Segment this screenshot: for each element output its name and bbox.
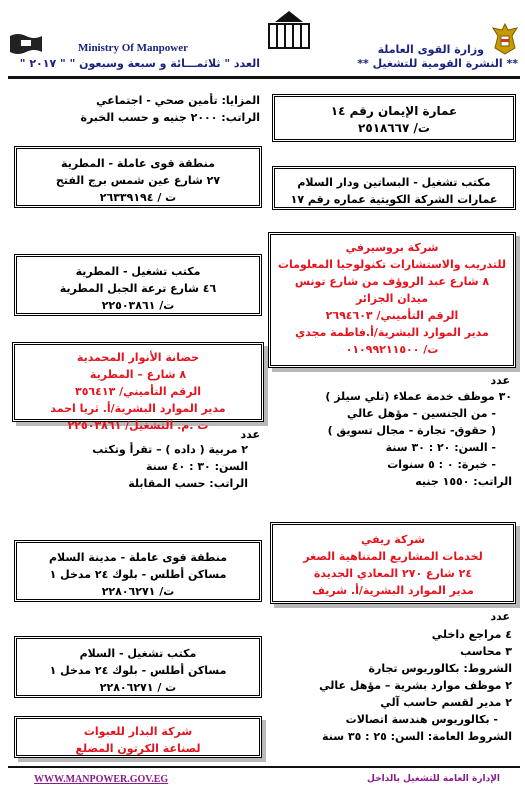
phone-line: ت .م. التشغيل/ ٢٢٥٠٣٨٦١ <box>67 419 209 432</box>
job-auditors <box>262 626 512 745</box>
phone-line: ت/ ٢٥١٨٦٦٧ <box>358 121 430 135</box>
fields-line: ( حقوق- تجارة - مجال تسويق ) <box>327 424 496 437</box>
box-brosirfy <box>268 232 516 368</box>
experience-line: - خبرة: ٠ : ٥ سنوات <box>387 458 496 471</box>
job-line: ٣ محاسب <box>460 645 512 658</box>
egypt-eagle-icon <box>490 22 520 56</box>
footer-url[interactable]: WWW.MANPOWER.GOV.EG <box>34 774 169 785</box>
box-title: منطقة قوى عاملة - مدينة السلام <box>48 551 228 564</box>
company-activity: لخدمات المشاريع المتناهية الصغر <box>303 550 483 563</box>
box-nursery <box>12 342 264 432</box>
gender-qualification: - من الجنسين - مؤهل عالي <box>347 407 496 420</box>
job-line: ٢ موظف موارد بشرية – مؤهل عالي <box>319 679 512 692</box>
qualification-line: - بكالوريوس هندسة اتصالات <box>345 713 498 726</box>
box-title: مكتب تشغيل - السلام <box>79 647 197 660</box>
age-line: السن: ٣٠ : ٤٠ سنة <box>146 460 248 473</box>
box-title: منطقة قوى عاملة - المطرية <box>61 157 215 170</box>
address-line: ٢٧ شارع عين شمس برج الفتح <box>55 174 221 187</box>
box-rifi <box>270 522 516 604</box>
address-line: ٢٤ شارع ٢٧٠ المعادي الجديدة <box>313 567 473 580</box>
footer-divider <box>8 766 520 768</box>
benefits-block <box>14 92 260 126</box>
phone-line: ت / ٢٢٨٠٦٢٧١ <box>99 681 177 694</box>
emblem-icon <box>265 8 313 54</box>
address-line: مساكن أطلس - بلوك ٢٤ مدخل ١ <box>49 664 227 677</box>
count-label: عدد <box>490 610 510 623</box>
box-matariya-labor <box>14 146 262 208</box>
phone-line: ت/ ٢٢٨٠٦٢٧١ <box>101 585 175 598</box>
benefits-line: المزايا: تأمين صحي - اجتماعي <box>96 94 260 107</box>
salary-line: الراتب: حسب المقابلة <box>128 477 248 490</box>
address-line: مساكن أطلس - بلوك ٢٤ مدخل ١ <box>49 568 227 581</box>
insurance-number: الرقم التأميني/ ٣٥٦٤١٣ <box>75 385 201 398</box>
job-callcenter <box>276 388 512 490</box>
box-matariya-office <box>14 254 262 316</box>
address-line: ٨ شارع عبد الروؤف من شارع تونس <box>294 275 490 288</box>
company-name: شركة بروسيرفي <box>345 241 439 254</box>
flag-icon <box>8 30 44 56</box>
phone-line: ت/ ٢٢٥٠٣٨٦١ <box>101 299 175 312</box>
company-name: شركة ريفي <box>360 533 426 546</box>
salary-line: الراتب: ٢٠٠٠ جنيه و حسب الخبرة <box>80 111 260 124</box>
count-label: عدد <box>490 374 510 387</box>
hr-manager: مدير الموارد البشرية/أ.فاطمة مجدي <box>295 326 489 339</box>
address-line: ٨ شارع – المطرية <box>89 368 187 381</box>
issue-line: العدد " ثلاثمـــائة و سبعة وسبعون " " ٢٠١٧ " <box>19 57 260 70</box>
company-activity: لصناعة الكرتون المضلع <box>75 742 201 755</box>
company-name: شركة البدار للعبوات <box>83 725 193 738</box>
ministry-en-title: Ministry Of Manpower <box>78 42 188 54</box>
phone-line: ت / ٢٦٣٣٩١٩٤ <box>99 191 177 204</box>
job-line: ٢ مدير لقسم حاسب آلي <box>380 696 512 709</box>
hr-manager: مدير الموارد البشرية/أ. شريف <box>312 584 474 597</box>
salary-line: الراتب: ١٥٥٠ جنيه <box>415 475 512 488</box>
address-line: ٤٦ شارع ترعة الجبل المطرية <box>59 282 217 295</box>
age-line: - السن: ٢٠ : ٣٠ سنة <box>385 441 496 454</box>
company-name: حضانة الأنوار المحمدية <box>76 351 200 364</box>
address-line-2: ميدان الجزائر <box>355 292 429 305</box>
job-line: ٤ مراجع داخلي <box>431 628 512 641</box>
box-iman <box>272 94 516 142</box>
box-basateen <box>272 166 516 210</box>
box-title: مكتب تشغيل - المطرية <box>75 265 201 278</box>
job-line: ٣٠ موظف خدمة عملاء (تلي سيلز ) <box>325 390 512 403</box>
address-line: عمارات الشركة الكويتية عماره رقم ١٧ <box>290 193 498 206</box>
job-line: ٢ مربية ( داده ) – تقرأ وتكتب <box>92 443 248 456</box>
box-salam-office <box>14 636 262 698</box>
office-name: مكتب تشغيل - البساتين ودار السلام <box>297 176 491 189</box>
conditions-line: الشروط: بكالوريوس تجارة <box>368 662 512 675</box>
job-nanny <box>14 441 248 492</box>
address-line: عمارة الإيمان رقم ١٤ <box>330 104 458 118</box>
count-label: عدد <box>240 428 260 441</box>
footer-department: الإدارة العامة للتشغيل بالداخل <box>367 774 500 784</box>
box-bedar <box>14 716 262 758</box>
hr-manager: مدير الموارد البشرية/أ. ثريا احمد <box>50 402 226 415</box>
phone-line: ت/ ٠١٠٩٩٢١١٥٠٠ <box>345 343 439 356</box>
ministry-ar-title: وزارة القوى العاملة <box>377 43 484 56</box>
header-divider <box>8 76 520 79</box>
general-conditions: الشروط العامة: السن: ٢٥ : ٣٥ سنة <box>322 730 512 743</box>
box-salam-labor <box>14 540 262 602</box>
insurance-number: الرقم التأميني/ ٢٦٩٤٦٠٣ <box>325 309 459 322</box>
bulletin-title: ** النشرة القومية للتشغيل ** <box>357 57 518 70</box>
company-activity: للتدريب والاستشارات تكنولوجيا المعلومات <box>277 258 506 271</box>
